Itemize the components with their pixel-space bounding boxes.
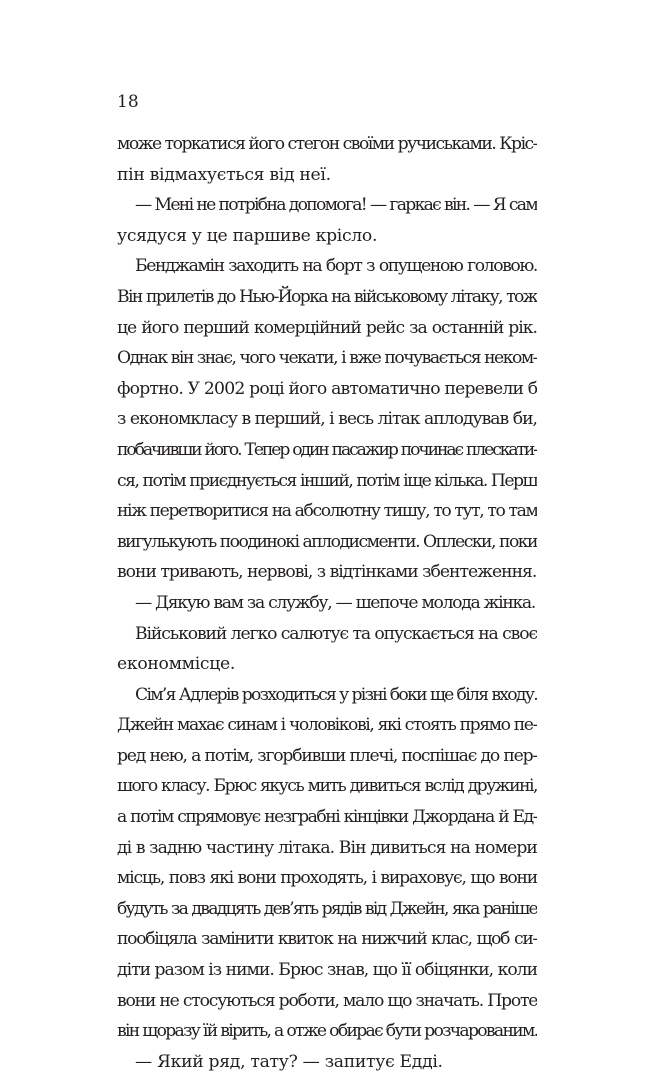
text-line: вони не стосуються роботи, мало що значать. Проте [117, 990, 537, 1011]
text-line: — Який ряд, тату? — запитує Едді. [135, 1051, 443, 1072]
text-line: вигулькують поодинокі аплодисменти. Оплески, поки [117, 531, 537, 552]
text-line: шого класу. Брюс якусь мить дивиться вслід дружині, [117, 776, 537, 797]
text-line: економмісце. [117, 654, 236, 675]
text-line: — Дякую вам за службу, — шепоче молода жінка. [135, 592, 536, 613]
text-line: Він прилетів до Нью-Йорка на військовому літаку, тож [117, 286, 537, 307]
text-line: вони тривають, нервові, з відтінками збентеження. [117, 562, 537, 583]
body-text [117, 129, 537, 1077]
text-line: пообіцяла замінити квиток на нижчий клас, щоб си- [117, 929, 537, 950]
text-line: усядуся у це паршиве крісло. [117, 225, 378, 246]
text-line: Військовий легко салютує та опускається на своє [135, 623, 537, 644]
text-line: може торкатися його стегон своїми ручиськами. Кріс- [117, 134, 537, 154]
text-line: ред нею, а потім, згорбивши плечі, поспішає до пер- [117, 745, 537, 766]
text-line: ніж перетворитися на абсолютну тишу, то тут, то там [117, 501, 537, 522]
text-line: місць, повз які вони проходять, і вираховує, що вони [117, 868, 537, 889]
page-number: 18 [117, 92, 139, 112]
text-line: діти разом із ними. Брюс знав, що її обіцянки, коли [117, 960, 537, 981]
text-line: він щоразу їй вірить, а отже обирає бути розчарованим. [117, 1021, 537, 1042]
text-line: Бенджамін заходить на борт з опущеною головою. [135, 256, 537, 277]
text-line: побачивши його. Тепер один пасажир починає плескати- [117, 439, 537, 460]
text-line: фортно. У 2002 році його автоматично перевели б [117, 378, 537, 399]
text-line: ся, потім приєднується інший, потім іще кілька. Перш [117, 470, 537, 491]
text-line: Джейн махає синам і чоловікові, які стоять прямо пе- [117, 715, 537, 736]
text-line: Однак він знає, чого чекати, і вже почувається неком- [117, 348, 537, 369]
text-line: з економкласу в перший, і весь літак аплодував би, [117, 409, 537, 430]
text-line: ді в задню частину літака. Він дивиться на номери [117, 837, 537, 858]
text-line: пін відмахується від неї. [117, 164, 331, 185]
text-line: Сім’я Адлерів розходиться у різні боки ще біля входу. [135, 684, 537, 705]
text-line: будуть за двадцять дев’ять рядів від Джейн, яка раніше [117, 898, 537, 919]
text-line: а потім спрямовує незграбні кінцівки Джордана й Ед- [117, 807, 537, 828]
text-line: — Мені не потрібна допомога! — гаркає він. — Я сам [135, 195, 537, 216]
text-line: це його перший комерційний рейс за останній рік. [117, 317, 537, 338]
